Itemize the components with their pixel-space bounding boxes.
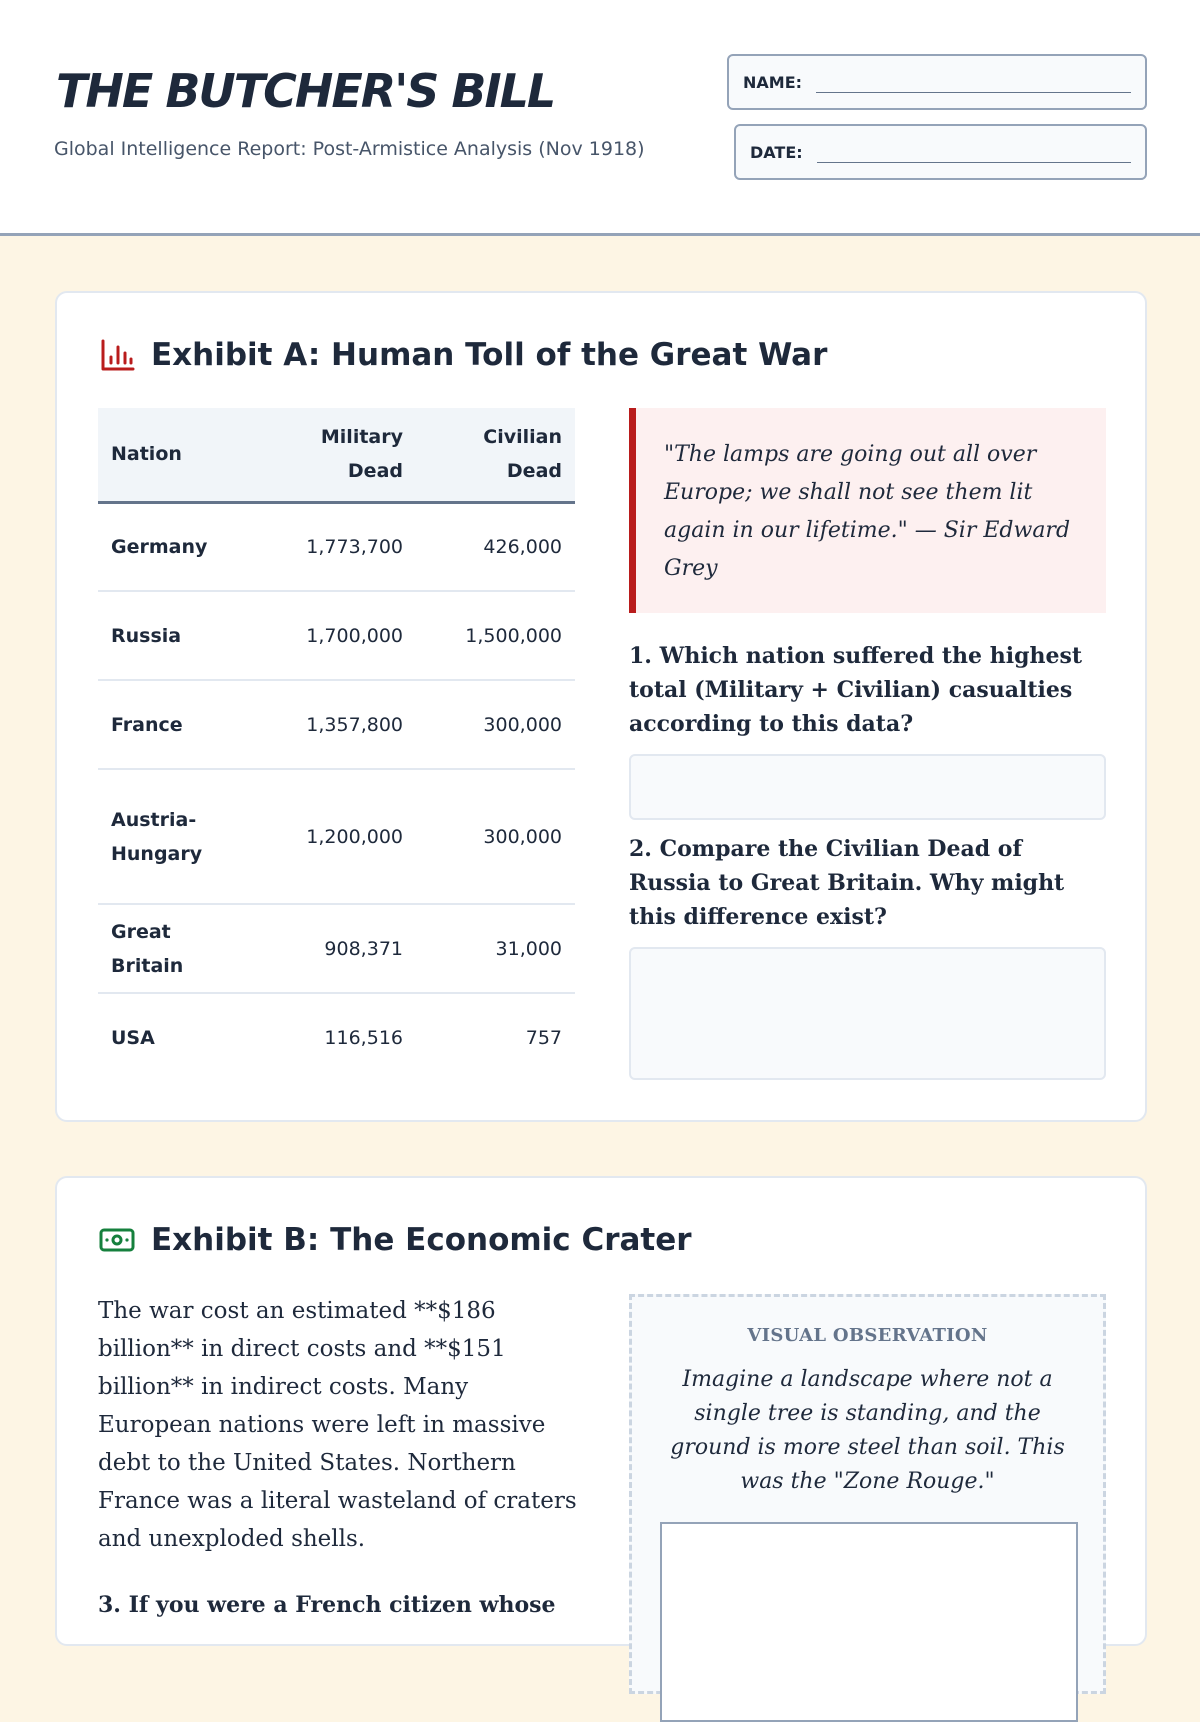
table-row [98, 904, 575, 993]
question-3: 3. If you were a French citizen whose [98, 1592, 556, 1618]
nation-cell: USA [111, 1027, 155, 1049]
civilian-dead-cell: 757 [525, 1027, 562, 1049]
question-1: 1. Which nation suffered the highest total (Military + Civilian) casualties according to this data? [629, 643, 1082, 737]
nation-cell: France [98, 680, 257, 769]
worksheet-header [0, 0, 1200, 236]
military-dead-cell: 1,200,000 [257, 769, 416, 904]
economic-paragraph: The war cost an estimated **$186 billion** in direct costs and **$151 billion** in indirect costs. Many European nations were left in massive debt to the United States. Northern France was a literal wasteland of craters and unexploded shells. [98, 1298, 577, 1552]
exhibit-a-card [55, 291, 1147, 1122]
nation-cell: Germany [98, 502, 257, 591]
casualties-table [98, 408, 575, 1082]
civilian-dead-cell: 300,000 [416, 680, 575, 769]
exhibit-b-heading [99, 1222, 692, 1258]
nation-cell: Austria-Hungary [98, 769, 257, 904]
exhibit-a-heading [99, 337, 827, 373]
visual-observation-text: Imagine a landscape where not a single tree is standing, and the ground is more steel than soil. This was the "Zone Rouge." [670, 1367, 1065, 1494]
banknote-icon [99, 1222, 135, 1258]
date-input-line[interactable] [817, 162, 1131, 163]
page-title: THE BUTCHER'S BILL [56, 64, 555, 118]
exhibit-a-title: Exhibit A: Human Toll of the Great War [151, 337, 828, 373]
civilian-dead-cell: 31,000 [416, 904, 575, 993]
table-row [98, 993, 575, 1082]
civilian-dead-cell: 1,500,000 [416, 591, 575, 680]
column-header-nation: Nation [98, 408, 257, 502]
military-dead-cell: 908,371 [257, 904, 416, 993]
visual-observation-label: VISUAL OBSERVATION [747, 1325, 988, 1346]
question-2: 2. Compare the Civilian Dead of Russia to Great Britain. Why might this difference exist? [629, 836, 1065, 930]
name-label: NAME: [743, 72, 803, 92]
visual-observation-panel [629, 1294, 1106, 1694]
military-dead-cell: 1,773,700 [257, 502, 416, 591]
grey-quote: "The lamps are going out all over Europe; we shall not see them lit again in our lifetime." — Sir Edward Grey [629, 408, 1106, 613]
answer-box-2[interactable] [629, 947, 1106, 1080]
nation-cell: Russia [98, 591, 257, 680]
military-dead-cell: 1,357,800 [257, 680, 416, 769]
date-field[interactable] [734, 124, 1147, 180]
military-dead-cell: 1,700,000 [257, 591, 416, 680]
exhibit-b-title: Exhibit B: The Economic Crater [151, 1222, 692, 1258]
military-dead-cell: 116,516 [324, 1027, 403, 1049]
name-input-line[interactable] [816, 92, 1131, 93]
table-row [98, 502, 575, 591]
civilian-dead-cell: 300,000 [416, 769, 575, 904]
table-row [98, 591, 575, 680]
civilian-dead-cell: 426,000 [416, 502, 575, 591]
column-header-military: Military Dead [257, 408, 416, 502]
table-row [98, 769, 575, 904]
date-label: DATE: [750, 142, 803, 162]
table-header-row [98, 408, 575, 502]
answer-box-1[interactable] [629, 754, 1106, 820]
exhibit-b-card [55, 1176, 1147, 1646]
page-subtitle: Global Intelligence Report: Post-Armistice Analysis (Nov 1918) [54, 138, 645, 160]
sketch-box[interactable] [660, 1522, 1078, 1722]
table-row [98, 680, 575, 769]
name-field[interactable] [727, 54, 1147, 110]
nation-cell: Great Britain [98, 904, 257, 993]
column-header-civilian: Civilian Dead [416, 408, 575, 502]
bar-chart-icon [99, 337, 135, 373]
